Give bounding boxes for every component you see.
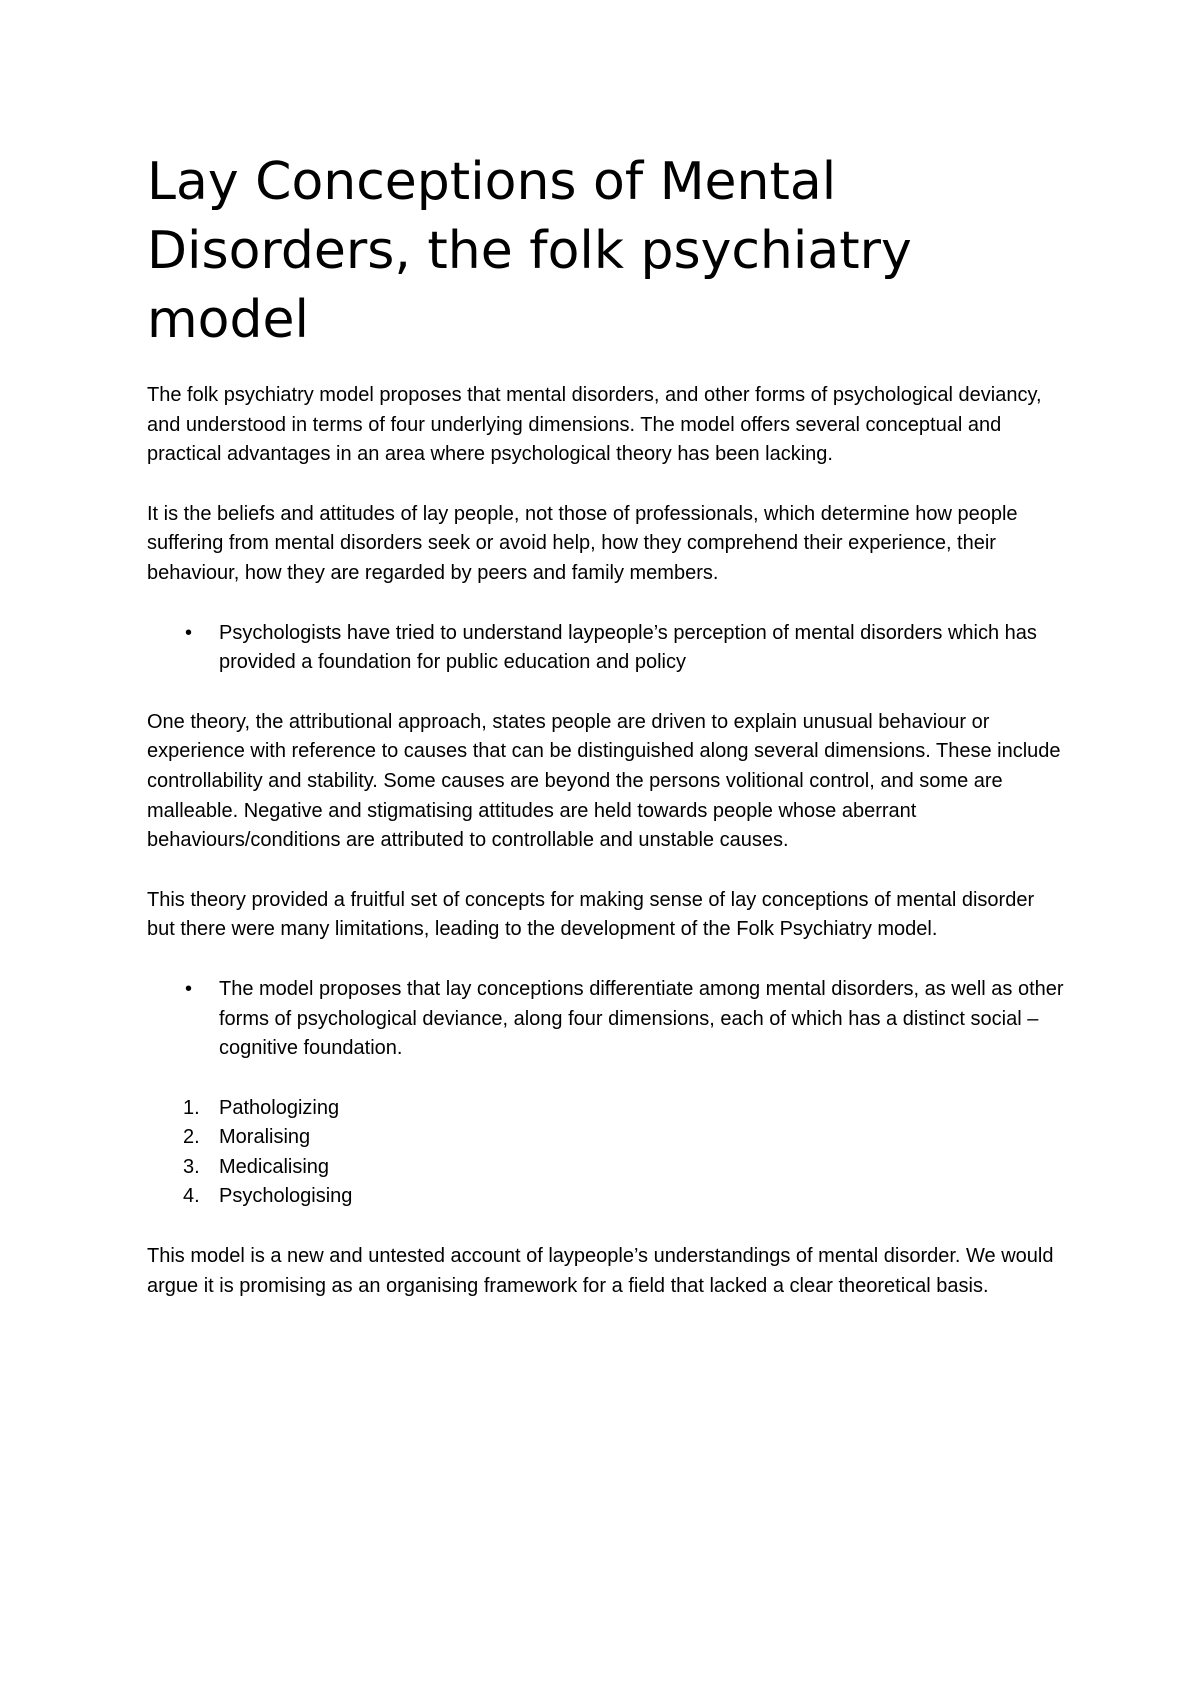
dimension-label: Moralising <box>219 1126 311 1149</box>
dimension-number: 4. <box>183 1185 200 1208</box>
document-page <box>147 148 1067 1331</box>
document-title: Lay Conceptions of Mental Disorders, the folk psychiatry model <box>147 152 912 350</box>
bullet-icon: • <box>185 977 193 1000</box>
bullet-icon: • <box>185 621 193 644</box>
bullet-item <box>147 619 1067 678</box>
dimension-label: Pathologizing <box>219 1096 340 1119</box>
bullet-item <box>147 975 1067 1064</box>
dimension-label: Medicalising <box>219 1155 330 1178</box>
paragraph-attributional-approach: One theory, the attributional approach, states people are driven to explain unusual behaviour or experience with reference to causes that can be distinguished along several dimensions. These include controllability and stability. Some causes are beyond the persons volitional control, and some are malleable. Negative and stigmatising attitudes are held towards people whose aberrant behaviours/conditions are attributed to controllable and unstable causes. <box>147 710 1061 852</box>
bullet-list-2 <box>147 975 1067 1064</box>
paragraph-conclusion: This model is a new and untested account of laypeople’s understandings of mental disorder. We would argue it is promising as an organising framework for a field that lacked a clear theoretical basis. <box>147 1245 1054 1297</box>
bullet-text: Psychologists have tried to understand laypeople’s perception of mental disorders which has provided a foundation for public education and policy <box>219 621 1037 674</box>
bullet-list-1 <box>147 619 1067 678</box>
dimension-item <box>147 1094 1067 1124</box>
paragraph-intro: The folk psychiatry model proposes that mental disorders, and other forms of psychological deviancy, and understood in terms of four underlying dimensions. The model offers several conceptual and practical advantages in an area where psychological theory has been lacking. <box>147 384 1042 466</box>
bullet-text: The model proposes that lay conceptions differentiate among mental disorders, as well as other forms of psychological deviance, along four dimensions, each of which has a distinct social – cognitive foundation. <box>219 977 1064 1060</box>
dimension-number: 2. <box>183 1126 200 1149</box>
dimensions-list <box>147 1094 1067 1212</box>
paragraph-lay-beliefs: It is the beliefs and attitudes of lay people, not those of professionals, which determine how people suffering from mental disorders seek or avoid help, how they comprehend their experience, their behaviour, how they are regarded by peers and family members. <box>147 502 1018 584</box>
dimension-number: 3. <box>183 1155 200 1178</box>
dimension-item <box>147 1123 1067 1153</box>
dimension-label: Psychologising <box>219 1185 353 1208</box>
dimension-item <box>147 1153 1067 1183</box>
dimension-item <box>147 1182 1067 1212</box>
dimension-number: 1. <box>183 1096 200 1119</box>
paragraph-theory-limitations: This theory provided a fruitful set of concepts for making sense of lay conceptions of mental disorder but there were many limitations, leading to the development of the Folk Psychiatry model. <box>147 888 1035 941</box>
